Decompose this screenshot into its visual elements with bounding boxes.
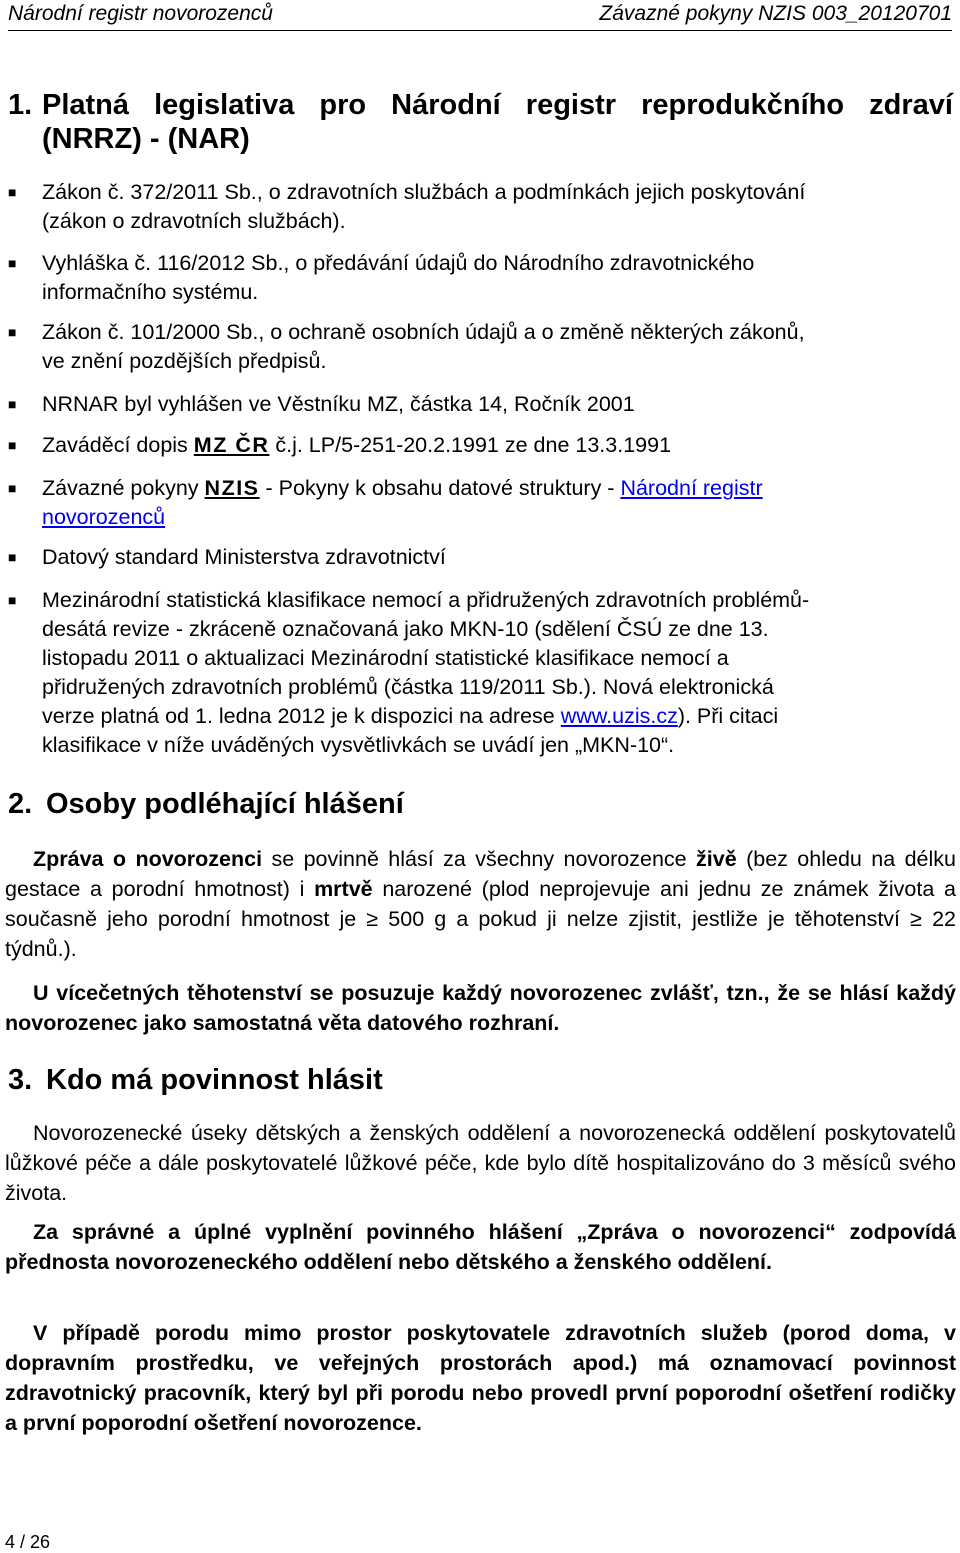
square-bullet-icon: ■: [8, 549, 17, 565]
square-bullet-icon: ■: [8, 437, 17, 453]
header-left-title: Národní registr novorozenců: [8, 2, 273, 25]
uzis-link[interactable]: www.uzis.cz: [560, 704, 678, 728]
section-2-heading: 2. Osoby podléhající hlášení: [8, 788, 404, 820]
page-number: 4 / 26: [5, 1532, 51, 1552]
square-bullet-icon: ■: [8, 396, 17, 412]
list-item: ■ Datový standard Ministerstva zdravotnictví: [8, 543, 960, 572]
section-3-paragraph-3: V případě porodu mimo prostor poskytovatele zdravotních služeb (porod doma, v dopravním prostředku, ve veřejných prostorách apod.) má oznamovací povinnost zdravotnický pracovník, který byl při porodu nebo provedl první poporodní ošetření rodičky a první poporodní ošetření novorozence.: [5, 1321, 956, 1435]
section-3-heading: 3. Kdo má povinnost hlásit: [8, 1064, 383, 1096]
page-header: [8, 0, 952, 31]
list-item: ■ Vyhláška č. 116/2012 Sb., o předávání údajů do Národního zdravotnického informačního systému.: [8, 251, 755, 304]
list-item: ■ Závazné pokyny NZIS - Pokyny k obsahu datové struktury - Národní registr novorozenců: [8, 476, 763, 529]
section-2-paragraph-1: Zpráva o novorozenci se povinně hlásí za všechny novorozence živě (bez ohledu na délku gestace a porodní hmotnost) i mrtvě narozené (plod neprojevuje ani jednu ze známek života a současně jeho porodní hmotnost je ≥ 500 g a pokud ji nelze zjistit, jestliže je těhotenství ≥ 22 týdnů.).: [5, 847, 956, 961]
mz-cr-abbreviation: MZ ČR: [193, 433, 270, 457]
square-bullet-icon: ■: [8, 184, 17, 200]
list-item: ■ Zákon č. 101/2000 Sb., o ochraně osobních údajů a o změně některých zákonů, ve znění pozdějších předpisů.: [8, 320, 805, 373]
section-3-paragraph-2: Za správné a úplné vyplnění povinného hlášení „Zpráva o novorozenci“ zodpovídá přednosta novorozeneckého oddělení nebo dětského a ženského oddělení.: [5, 1220, 956, 1274]
section-1-number: 1.: [8, 89, 33, 121]
square-bullet-icon: ■: [8, 480, 17, 496]
list-item: ■ Mezinárodní statistická klasifikace nemocí a přidružených zdravotních problémů- desátá revize - zkráceně označovaná jako MKN-10 (sdělení ČSÚ ze dne 13. listopadu 2011 o aktualizaci Mezinárodní statistické klasifikace nemocí a přidružených zdravotních problémů (částka 119/2011 Sb.). Nová elektronická verze platná od 1. ledna 2012 je k dispozici na adrese www.uzis.cz). Při citaci klasifikace v níže uváděných vysvětlivkách se uvádí jen „MKN-10“.: [8, 588, 810, 757]
list-item: ■ Zákon č. 372/2011 Sb., o zdravotních službách a podmínkách jejich poskytování (zákon o zdravotních službách).: [8, 180, 806, 233]
section-2-title: Osoby podléhající hlášení: [46, 788, 404, 820]
section-2-paragraph-2: U vícečetných těhotenství se posuzuje každý novorozenec zvlášť, tzn., že se hlásí každý novorozenec jako samostatná věta datového rozhraní.: [5, 981, 956, 1035]
section-1-heading-line2: (NRRZ) - (NAR): [42, 123, 250, 155]
greater-or-equal-symbol: ≥: [366, 907, 379, 931]
section-3-title: Kdo má povinnost hlásit: [46, 1064, 383, 1096]
list-item: ■ NRNAR byl vyhlášen ve Věstníku MZ, částka 14, Ročník 2001: [8, 390, 960, 419]
list-item: ■ Zaváděcí dopis MZ ČR č.j. LP/5-251-20.2.1991 ze dne 13.3.1991: [8, 431, 960, 460]
square-bullet-icon: ■: [8, 592, 17, 608]
square-bullet-icon: ■: [8, 324, 17, 340]
section-1-heading: [8, 88, 953, 122]
novorozencu-link[interactable]: novorozenců: [42, 505, 166, 529]
square-bullet-icon: ■: [8, 255, 17, 271]
section-3-paragraph-1: Novorozenecké úseky dětských a ženských oddělení a novorozenecká oddělení poskytovatelů lůžkové péče a dále poskytovatelé lůžkové péče, kde bylo dítě hospitalizováno do 3 měsíců svého života.: [5, 1121, 956, 1205]
header-right-title: Závazné pokyny NZIS 003_20120701: [599, 2, 952, 25]
nzis-abbreviation: NZIS: [204, 476, 260, 500]
section-1-title-line1: Platná legislativa pro Národní registr reprodukčního zdraví: [42, 89, 953, 121]
narodni-registr-link[interactable]: Národní registr: [620, 476, 763, 500]
greater-or-equal-symbol: ≥: [910, 907, 922, 931]
